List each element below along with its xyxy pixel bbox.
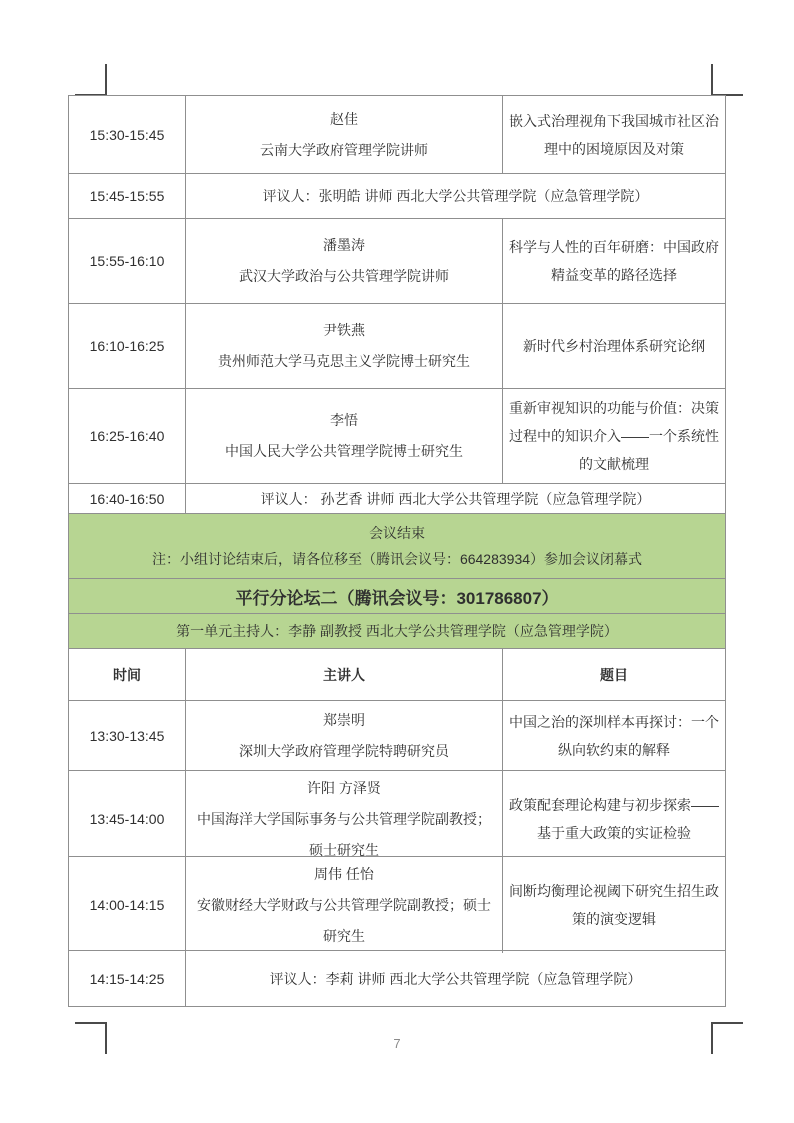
- crop-mark-top-left: [75, 64, 107, 96]
- time-cell: 15:30-15:45: [69, 96, 186, 173]
- time-cell: 14:00-14:15: [69, 857, 186, 953]
- time-cell: 14:15-14:25: [69, 951, 186, 1006]
- talk-title-cell: 科学与人性的百年研磨：中国政府精益变革的路径选择: [509, 239, 719, 283]
- speaker-affiliation: 中国海洋大学国际事务与公共管理学院副教授；硕士研究生: [197, 810, 491, 858]
- talk-title-cell: 嵌入式治理视角下我国城市社区治理中的困境原因及对策: [509, 112, 719, 157]
- table-header-row: [69, 649, 725, 701]
- speaker-cell: [186, 389, 503, 483]
- talk-title-cell: 重新审视知识的功能与价值：决策过程中的知识介入——一个系统性的文献梳理: [509, 400, 719, 472]
- page-number: 7: [393, 1036, 401, 1051]
- speaker-cell: [186, 304, 503, 388]
- column-header-time: 时间: [69, 649, 186, 700]
- table-row: [69, 219, 725, 304]
- talk-title-cell: 新时代乡村治理体系研究论纲: [523, 338, 705, 354]
- speaker-name: 周伟 任怡: [314, 866, 374, 882]
- speaker-affiliation: 安徽财经大学财政与公共管理学院副教授；硕士研究生: [197, 896, 491, 944]
- speaker-name: 潘墨涛: [323, 237, 365, 254]
- time-cell: 16:40-16:50: [69, 484, 186, 513]
- time-cell: 15:55-16:10: [69, 219, 186, 303]
- time-cell: 13:45-14:00: [69, 771, 186, 867]
- unit-host-text: 第一单元主持人：李静 副教授 西北大学公共管理学院（应急管理学院）: [176, 623, 618, 639]
- column-header-title: 题目: [600, 666, 628, 683]
- reviewer-cell: 评议人：李莉 讲师 西北大学公共管理学院（应急管理学院）: [269, 970, 642, 987]
- speaker-affiliation: 中国人民大学公共管理学院博士研究生: [225, 443, 463, 459]
- speaker-cell: [186, 96, 503, 173]
- session-end-note: 注：小组讨论结束后，请各位移至（腾讯会议号：664283934）参加会议闭幕式: [151, 551, 643, 568]
- table-row: [69, 174, 725, 219]
- forum2-title-banner: [69, 579, 725, 614]
- time-cell: 16:25-16:40: [69, 389, 186, 483]
- column-header-speaker: 主讲人: [186, 649, 503, 700]
- time-cell: 15:45-15:55: [69, 174, 186, 218]
- table-row: [69, 484, 725, 514]
- speaker-affiliation: 云南大学政府管理学院讲师: [260, 141, 428, 158]
- table-row: [69, 304, 725, 389]
- speaker-name: 赵佳: [330, 110, 358, 127]
- crop-mark-top-right: [711, 64, 743, 96]
- talk-title-cell: 政策配套理论构建与初步探索——基于重大政策的实证检验: [509, 797, 719, 842]
- speaker-name: 许阳 方泽贤: [307, 780, 381, 796]
- speaker-cell: [186, 771, 503, 867]
- table-row: [69, 951, 725, 1006]
- speaker-cell: [186, 219, 503, 303]
- talk-title-cell: 中国之治的深圳样本再探讨：一个纵向软约束的解释: [509, 713, 719, 758]
- speaker-affiliation: 武汉大学政治与公共管理学院讲师: [239, 268, 449, 284]
- table-row: [69, 96, 725, 174]
- speaker-affiliation: 贵州师范大学马克思主义学院博士研究生: [218, 353, 470, 369]
- table-row: [69, 389, 725, 484]
- speaker-affiliation: 深圳大学政府管理学院特聘研究员: [239, 742, 449, 759]
- reviewer-cell: 评议人：张明皓 讲师 西北大学公共管理学院（应急管理学院）: [262, 188, 649, 204]
- speaker-name: 尹铁燕: [323, 322, 365, 339]
- speaker-cell: [186, 701, 503, 770]
- session-end-banner: [69, 514, 725, 579]
- session-end-title: 会议结束: [369, 524, 425, 541]
- table-row: [69, 701, 725, 771]
- speaker-cell: [186, 857, 503, 953]
- speaker-name: 郑崇明: [323, 711, 365, 728]
- unit-host-banner: [69, 614, 725, 649]
- schedule-table: [68, 95, 726, 1007]
- talk-title-cell: 间断均衡理论视阈下研究生招生政策的演变逻辑: [509, 883, 719, 928]
- time-cell: 13:30-13:45: [69, 701, 186, 770]
- forum2-title: 平行分论坛二（腾讯会议号：301786807）: [235, 588, 559, 608]
- speaker-name: 李悟: [330, 412, 358, 429]
- time-cell: 16:10-16:25: [69, 304, 186, 388]
- table-row: [69, 857, 725, 951]
- reviewer-cell: 评议人： 孙艺香 讲师 西北大学公共管理学院（应急管理学院）: [260, 490, 651, 507]
- table-row: [69, 771, 725, 857]
